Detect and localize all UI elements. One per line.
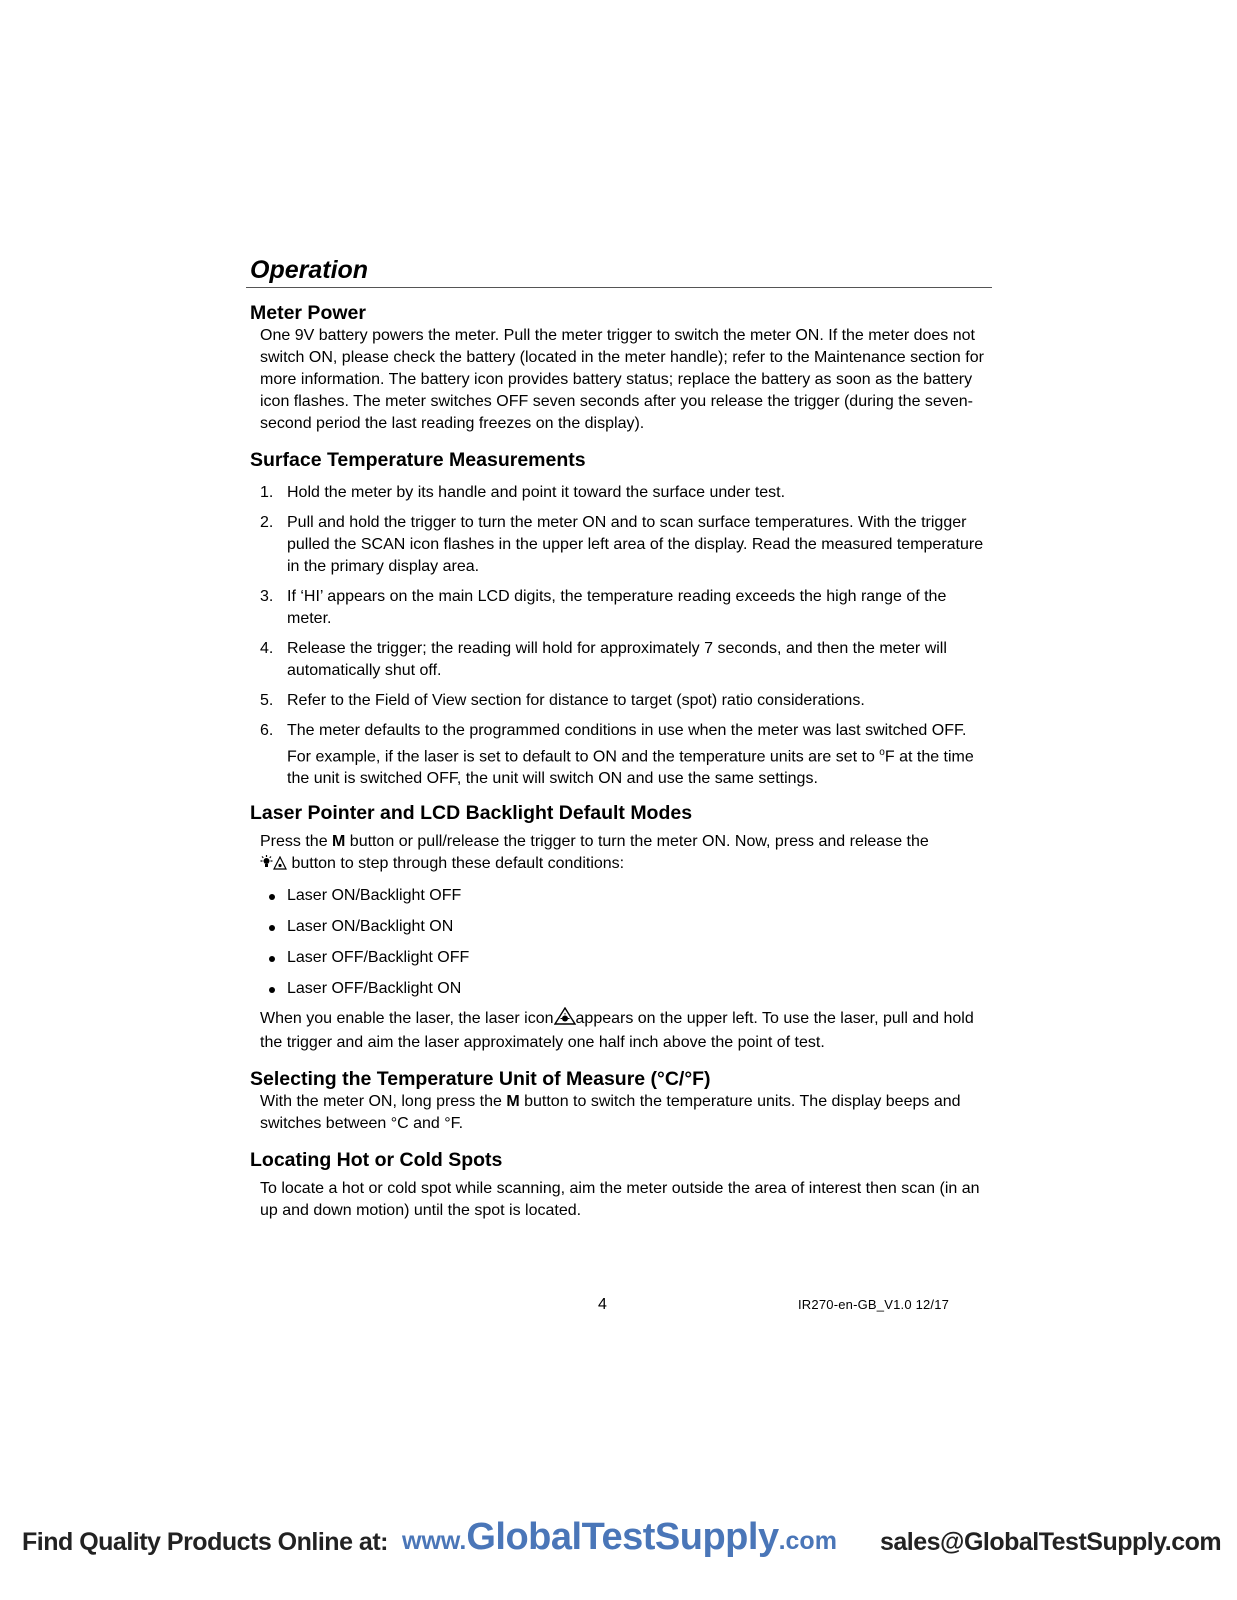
list-item: Laser OFF/Backlight OFF xyxy=(260,947,990,969)
list-item: 5. Refer to the Field of View section for distance to target (spot) ratio considerations. xyxy=(260,692,865,709)
list-item: Laser ON/Backlight ON xyxy=(260,916,990,938)
meter-power-text: One 9V battery powers the meter. Pull the meter trigger to switch the meter ON. If the meter does not switch ON, please check the battery (located in the meter handle); refer to the Maintenance section for more information. The battery icon provides battery status; replace the battery as soon as the battery icon flashes. The meter switches OFF seven seconds after you release the trigger (during the seven-second period the last reading freezes on the display). xyxy=(260,327,984,432)
laser-modes-list xyxy=(260,885,990,1000)
hot-cold-spots-heading: Locating Hot or Cold Spots xyxy=(250,1149,503,1172)
meter-power-heading: Meter Power xyxy=(250,302,366,324)
list-item: 3. If ‘HI’ appears on the main LCD digits, the temperature reading exceeds the high range of the meter. xyxy=(260,588,947,627)
list-item: 6. The meter defaults to the programmed conditions in use when the meter was last switched OFF. For example, if the laser is set to default to ON and the temperature units are set to $^o$F at the time the unit is switched OFF, the unit will switch ON and use the same settings. xyxy=(260,722,974,788)
manual-page-content xyxy=(250,256,990,1222)
footer-website-link[interactable]: www.GlobalTestSupply.com xyxy=(402,1516,837,1558)
m-button-label: M xyxy=(332,833,346,851)
m-button-label: M xyxy=(506,1093,520,1111)
temperature-unit-heading: Selecting the Temperature Unit of Measure (°C/°F) xyxy=(250,1068,711,1091)
list-item: 2. Pull and hold the trigger to turn the meter ON and to scan surface temperatures. With the trigger pulled the SCAN icon flashes in the upper left area of the display. Read the measured temperature in the primary display area. xyxy=(260,514,984,575)
laser-note-text: When you enable the laser, the laser icon appears on the upper left. To use the laser, pull and hold the trigger and aim the laser approximately one half inch above the point of test. xyxy=(260,1007,990,1054)
laser-backlight-heading: Laser Pointer and LCD Backlight Default Modes xyxy=(250,802,693,825)
laser-icon xyxy=(554,1007,576,1032)
list-item: Laser OFF/Backlight ON xyxy=(260,978,990,1000)
temperature-unit-text: With the meter ON, long press the M button to switch the temperature units. The display beeps and switches between °C and °F. xyxy=(260,1093,961,1133)
list-item: 1. Hold the meter by its handle and point it toward the surface under test. xyxy=(260,484,786,501)
surface-steps-list xyxy=(260,482,990,790)
list-item: 4. Release the trigger; the reading will hold for approximately 7 seconds, and then the meter will automatically shut off. xyxy=(260,640,947,679)
section-title: Operation xyxy=(246,256,992,288)
laser-warning-icon xyxy=(273,855,287,877)
footer-email-link[interactable]: sales@GlobalTestSupply.com xyxy=(880,1528,1222,1556)
document-id: IR270-en-GB_V1.0 12/17 xyxy=(798,1297,950,1312)
footer-tagline: Find Quality Products Online at: xyxy=(22,1528,388,1556)
surface-temperature-heading: Surface Temperature Measurements xyxy=(250,449,586,471)
list-item: Laser ON/Backlight OFF xyxy=(260,885,990,907)
backlight-icon xyxy=(260,855,273,877)
page-number: 4 xyxy=(598,1296,607,1313)
laser-intro-text: Press the M button or pull/release the trigger to turn the meter ON. Now, press and release the button to step through these default conditions: xyxy=(260,831,990,877)
hot-cold-spots-text: To locate a hot or cold spot while scanning, aim the meter outside the area of interest then scan (in an up and down motion) until the spot is located. xyxy=(260,1180,980,1220)
